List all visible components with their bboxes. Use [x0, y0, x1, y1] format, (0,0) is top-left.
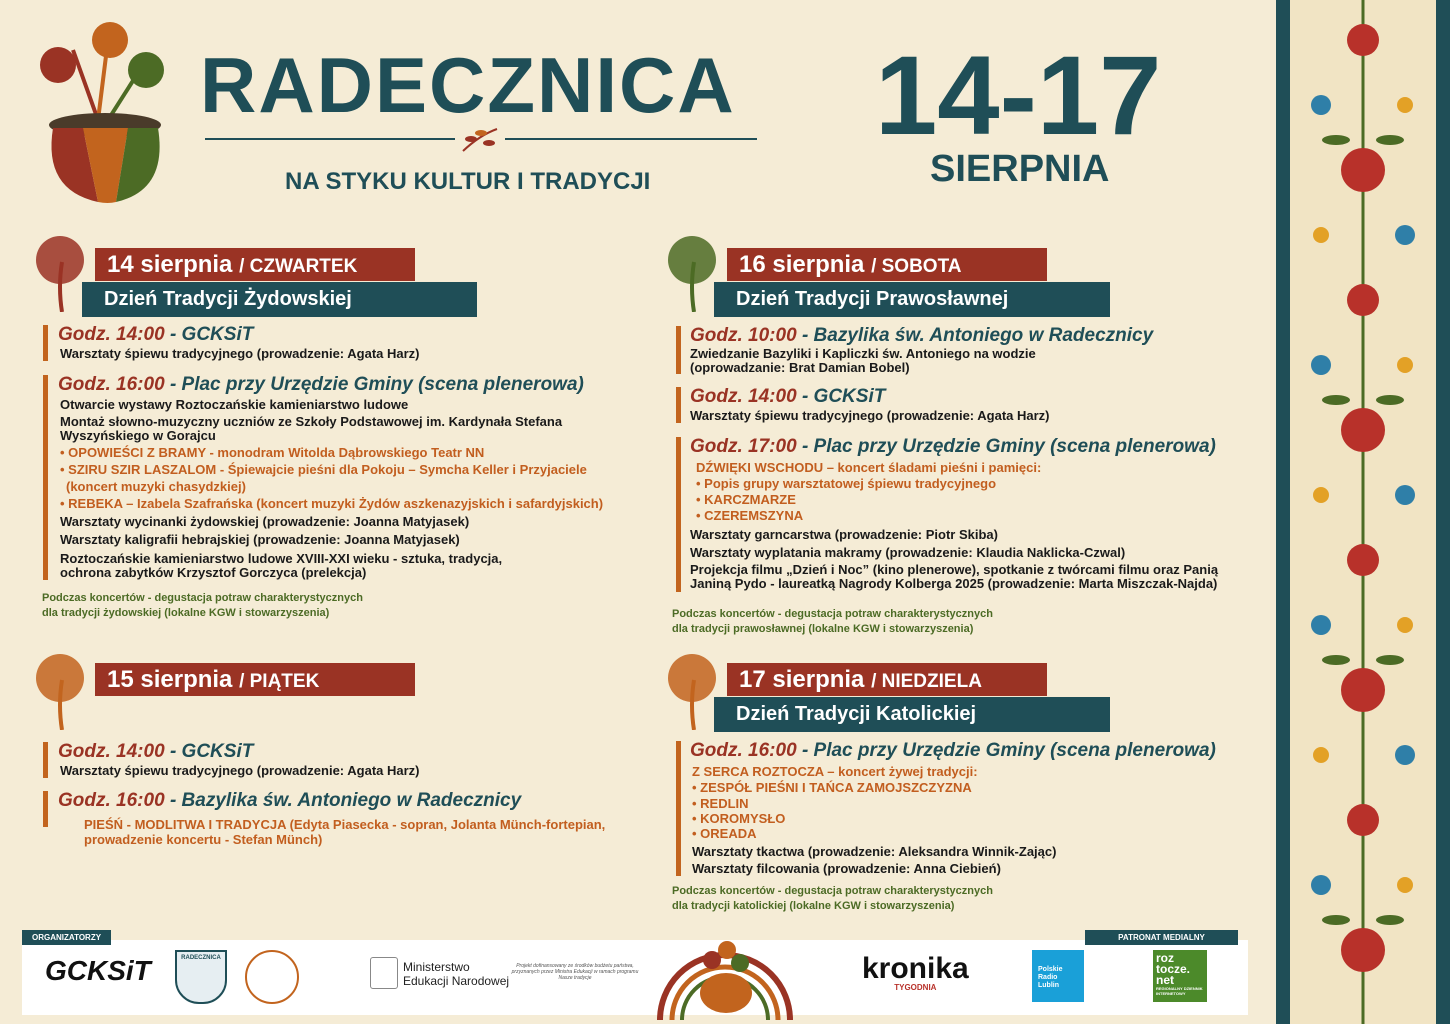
- tree-icon: [40, 22, 164, 120]
- festival-month: SIERPNIA: [930, 148, 1110, 190]
- slot-marker: [43, 375, 48, 580]
- list-item: Warsztaty kaligrafii hebrajskiej (prowadzenie: Joanna Matyjasek): [60, 532, 460, 547]
- list-item: • OREADA: [692, 826, 757, 841]
- kronika-logo: kronika TYGODNIA: [862, 952, 969, 992]
- list-item: Montaż słowno-muzyczny uczniów ze Szkoły Podstawowej im. Kardynała Stefana: [60, 414, 563, 429]
- list-item: Wyszyńskiego w Gorajcu: [60, 428, 216, 443]
- list-item: Warsztaty wyplatania makramy (prowadzenie: Klaudia Naklicka-Czwal): [690, 545, 1126, 560]
- time-slot: Godz. 17:00 - Plac przy Urzędzie Gminy (scena plenerowa): [690, 436, 1216, 457]
- day-header-17: [727, 663, 1047, 696]
- radecznica-crest: RADECZNICA: [175, 950, 227, 1004]
- slot-marker: [676, 326, 681, 374]
- eagle-icon: [370, 957, 398, 989]
- list-item: • KARCZMARZE: [696, 492, 796, 507]
- list-item: Warsztaty garncarstwa (prowadzenie: Piotr Skiba): [690, 527, 998, 542]
- day-weekday: / SOBOTA: [871, 256, 962, 277]
- list-item: • OPOWIEŚCI Z BRAMY - monodram Witolda Dąbrowskiego Teatr NN: [60, 445, 485, 460]
- slot-marker: [43, 791, 48, 827]
- tasting-note: Podczas koncertów - degustacja potraw charakterystycznych dla tradycji prawosławnej (lokalne KGW i stowarzyszenia): [672, 608, 993, 635]
- list-item: • KOROMYSŁO: [692, 811, 786, 826]
- time-slot: Godz. 10:00 - Bazylika św. Antoniego w Radecznicy: [690, 325, 1154, 346]
- organizers-label: ORGANIZATORZY: [22, 930, 111, 945]
- list-item: Roztoczańskie kamieniarstwo ludowe XVIII-XXI wieku - sztuka, tradycja,: [60, 551, 503, 566]
- list-item: • REDLIN: [692, 796, 749, 811]
- time-slot: Godz. 14:00 - GCKSiT: [690, 386, 886, 407]
- time-slot: Godz. 16:00 - Plac przy Urzędzie Gminy (scena plenerowa): [690, 740, 1216, 761]
- roztocze-net-logo: roz tocze. net REGIONALNY DZIENNIK INTERNETOWY: [1153, 950, 1207, 1002]
- list-item: Warsztaty wycinanki żydowskiej (prowadzenie: Joanna Matyjasek): [60, 514, 470, 529]
- day-theme-14: Dzień Tradycji Żydowskiej: [82, 282, 477, 317]
- day-weekday: / PIĄTEK: [239, 671, 320, 692]
- day-date: 15 sierpnia: [107, 666, 233, 693]
- list-item: DŹWIĘKI WSCHODU – koncert śladami pieśni i pamięci:: [696, 460, 1042, 475]
- list-item: Warsztaty śpiewu tradycyjnego (prowadzenie: Agata Harz): [60, 763, 420, 778]
- list-item: prowadzenie koncertu - Stefan Münch): [84, 832, 323, 847]
- list-item: • SZIRU SZIR LASZALOM - Śpiewajcie pieśni dla Pokoju – Symcha Keller i Przyjaciele: [60, 462, 587, 477]
- list-item: (koncert muzyki chasydzkiej): [66, 479, 246, 494]
- slot-marker: [43, 325, 48, 361]
- monastery-logo: [245, 950, 299, 1004]
- tree-icon: [662, 650, 722, 730]
- list-item: • ZESPÓŁ PIEŚNI I TAŃCA ZAMOJSZCZYZNA: [692, 780, 972, 795]
- tasting-note: Podczas koncertów - degustacja potraw charakterystycznych dla tradycji katolickiej (lokalne KGW i stowarzyszenia): [672, 885, 993, 912]
- list-item: • REBEKA – Izabela Szafrańska (koncert muzyki Żydów aszkenazyjskich i safardyjskich): [60, 496, 604, 511]
- day-header-16: [727, 248, 1047, 281]
- day-header-15: [95, 663, 415, 696]
- list-item: PIEŚŃ - MODLITWA I TRADYCJA (Edyta Piasecka - sopran, Jolanta Münch-fortepian,: [84, 817, 606, 832]
- list-item: Warsztaty śpiewu tradycyjnego (prowadzenie: Agata Harz): [690, 408, 1050, 423]
- festival-logo: [28, 20, 168, 205]
- slot-marker: [676, 387, 681, 423]
- time-slot: Godz. 14:00 - GCKSiT: [58, 741, 254, 762]
- tree-icon: [30, 650, 90, 730]
- page-title: RADECZNICA: [200, 41, 736, 129]
- list-item: Warsztaty śpiewu tradycyjnego (prowadzenie: Agata Harz): [60, 346, 420, 361]
- festival-dates: 14-17: [875, 33, 1162, 158]
- day-date: 16 sierpnia: [739, 251, 865, 278]
- list-item: Otwarcie wystawy Roztoczańskie kamieniarstwo ludowe: [60, 397, 409, 412]
- slot-marker: [676, 741, 681, 876]
- ministry-logo: Ministerstwo Edukacji Narodowej: [403, 960, 510, 988]
- tasting-note: Podczas koncertów - degustacja potraw charakterystycznych dla tradycji żydowskiej (lokalne KGW i stowarzyszenia): [42, 592, 363, 619]
- list-item: • CZEREMSZYNA: [696, 508, 804, 523]
- tree-icon: [662, 232, 722, 312]
- festival-logo-small: [650, 935, 800, 1020]
- pot-icon: [49, 113, 161, 203]
- time-slot: Godz. 14:00 - GCKSiT: [58, 324, 254, 345]
- sprig-icon: [455, 123, 505, 157]
- time-slot: Godz. 16:00 - Plac przy Urzędzie Gminy (scena plenerowa): [58, 374, 584, 395]
- funding-text: Projekt dofinansowany ze środków budżetu państwa, przyznanych przez Ministra Edukacji w ramach programu Nasze tradycje: [511, 963, 639, 981]
- list-item: Warsztaty filcowania (prowadzenie: Anna Ciebień): [692, 861, 1001, 876]
- list-item: • Popis grupy warsztatowej śpiewu tradycyjnego: [696, 476, 997, 491]
- tree-icon: [30, 232, 90, 312]
- day-header-14: [95, 248, 415, 281]
- day-theme-17: Dzień Tradycji Katolickiej: [714, 697, 1110, 732]
- folk-pattern-border: [1276, 0, 1450, 1024]
- media-patronage-label: PATRONAT MEDIALNY: [1085, 930, 1238, 945]
- day-weekday: / CZWARTEK: [239, 256, 358, 277]
- list-item: ochrona zabytków Krzysztof Gorczyca (prelekcja): [60, 565, 367, 580]
- time-slot: Godz. 16:00 - Bazylika św. Antoniego w Radecznicy: [58, 790, 522, 811]
- day-date: 17 sierpnia: [739, 666, 865, 693]
- day-weekday: / NIEDZIELA: [871, 671, 982, 692]
- day-date: 14 sierpnia: [107, 251, 233, 278]
- slot-marker: [43, 742, 48, 778]
- gcksit-logo: GCKSiT: [45, 955, 151, 986]
- page-subtitle: NA STYKU KULTUR I TRADYCJI: [285, 168, 651, 195]
- list-item: Zwiedzanie Bazyliki i Kapliczki św. Antoniego na wodzie: [690, 346, 1036, 361]
- day-theme-16: Dzień Tradycji Prawosławnej: [714, 282, 1110, 317]
- slot-marker: [676, 437, 681, 592]
- list-item: Janiną Pydo - laureatką Nagrody Kolberga 2025 (prowadzenie: Marta Miszczak-Najda): [690, 576, 1218, 591]
- list-item: Warsztaty tkactwa (prowadzenie: Aleksandra Winnik-Zając): [692, 844, 1057, 859]
- list-item: Projekcja filmu „Dzień i Noc” (kino plenerowe), spotkanie z twórcami filmu oraz Panią: [690, 562, 1219, 577]
- list-item: (oprowadzanie: Brat Damian Bobel): [690, 360, 910, 375]
- radio-lublin-logo: Polskie Radio Lublin: [1032, 950, 1084, 1002]
- list-item: Z SERCA ROZTOCZA – koncert żywej tradycji:: [692, 764, 978, 779]
